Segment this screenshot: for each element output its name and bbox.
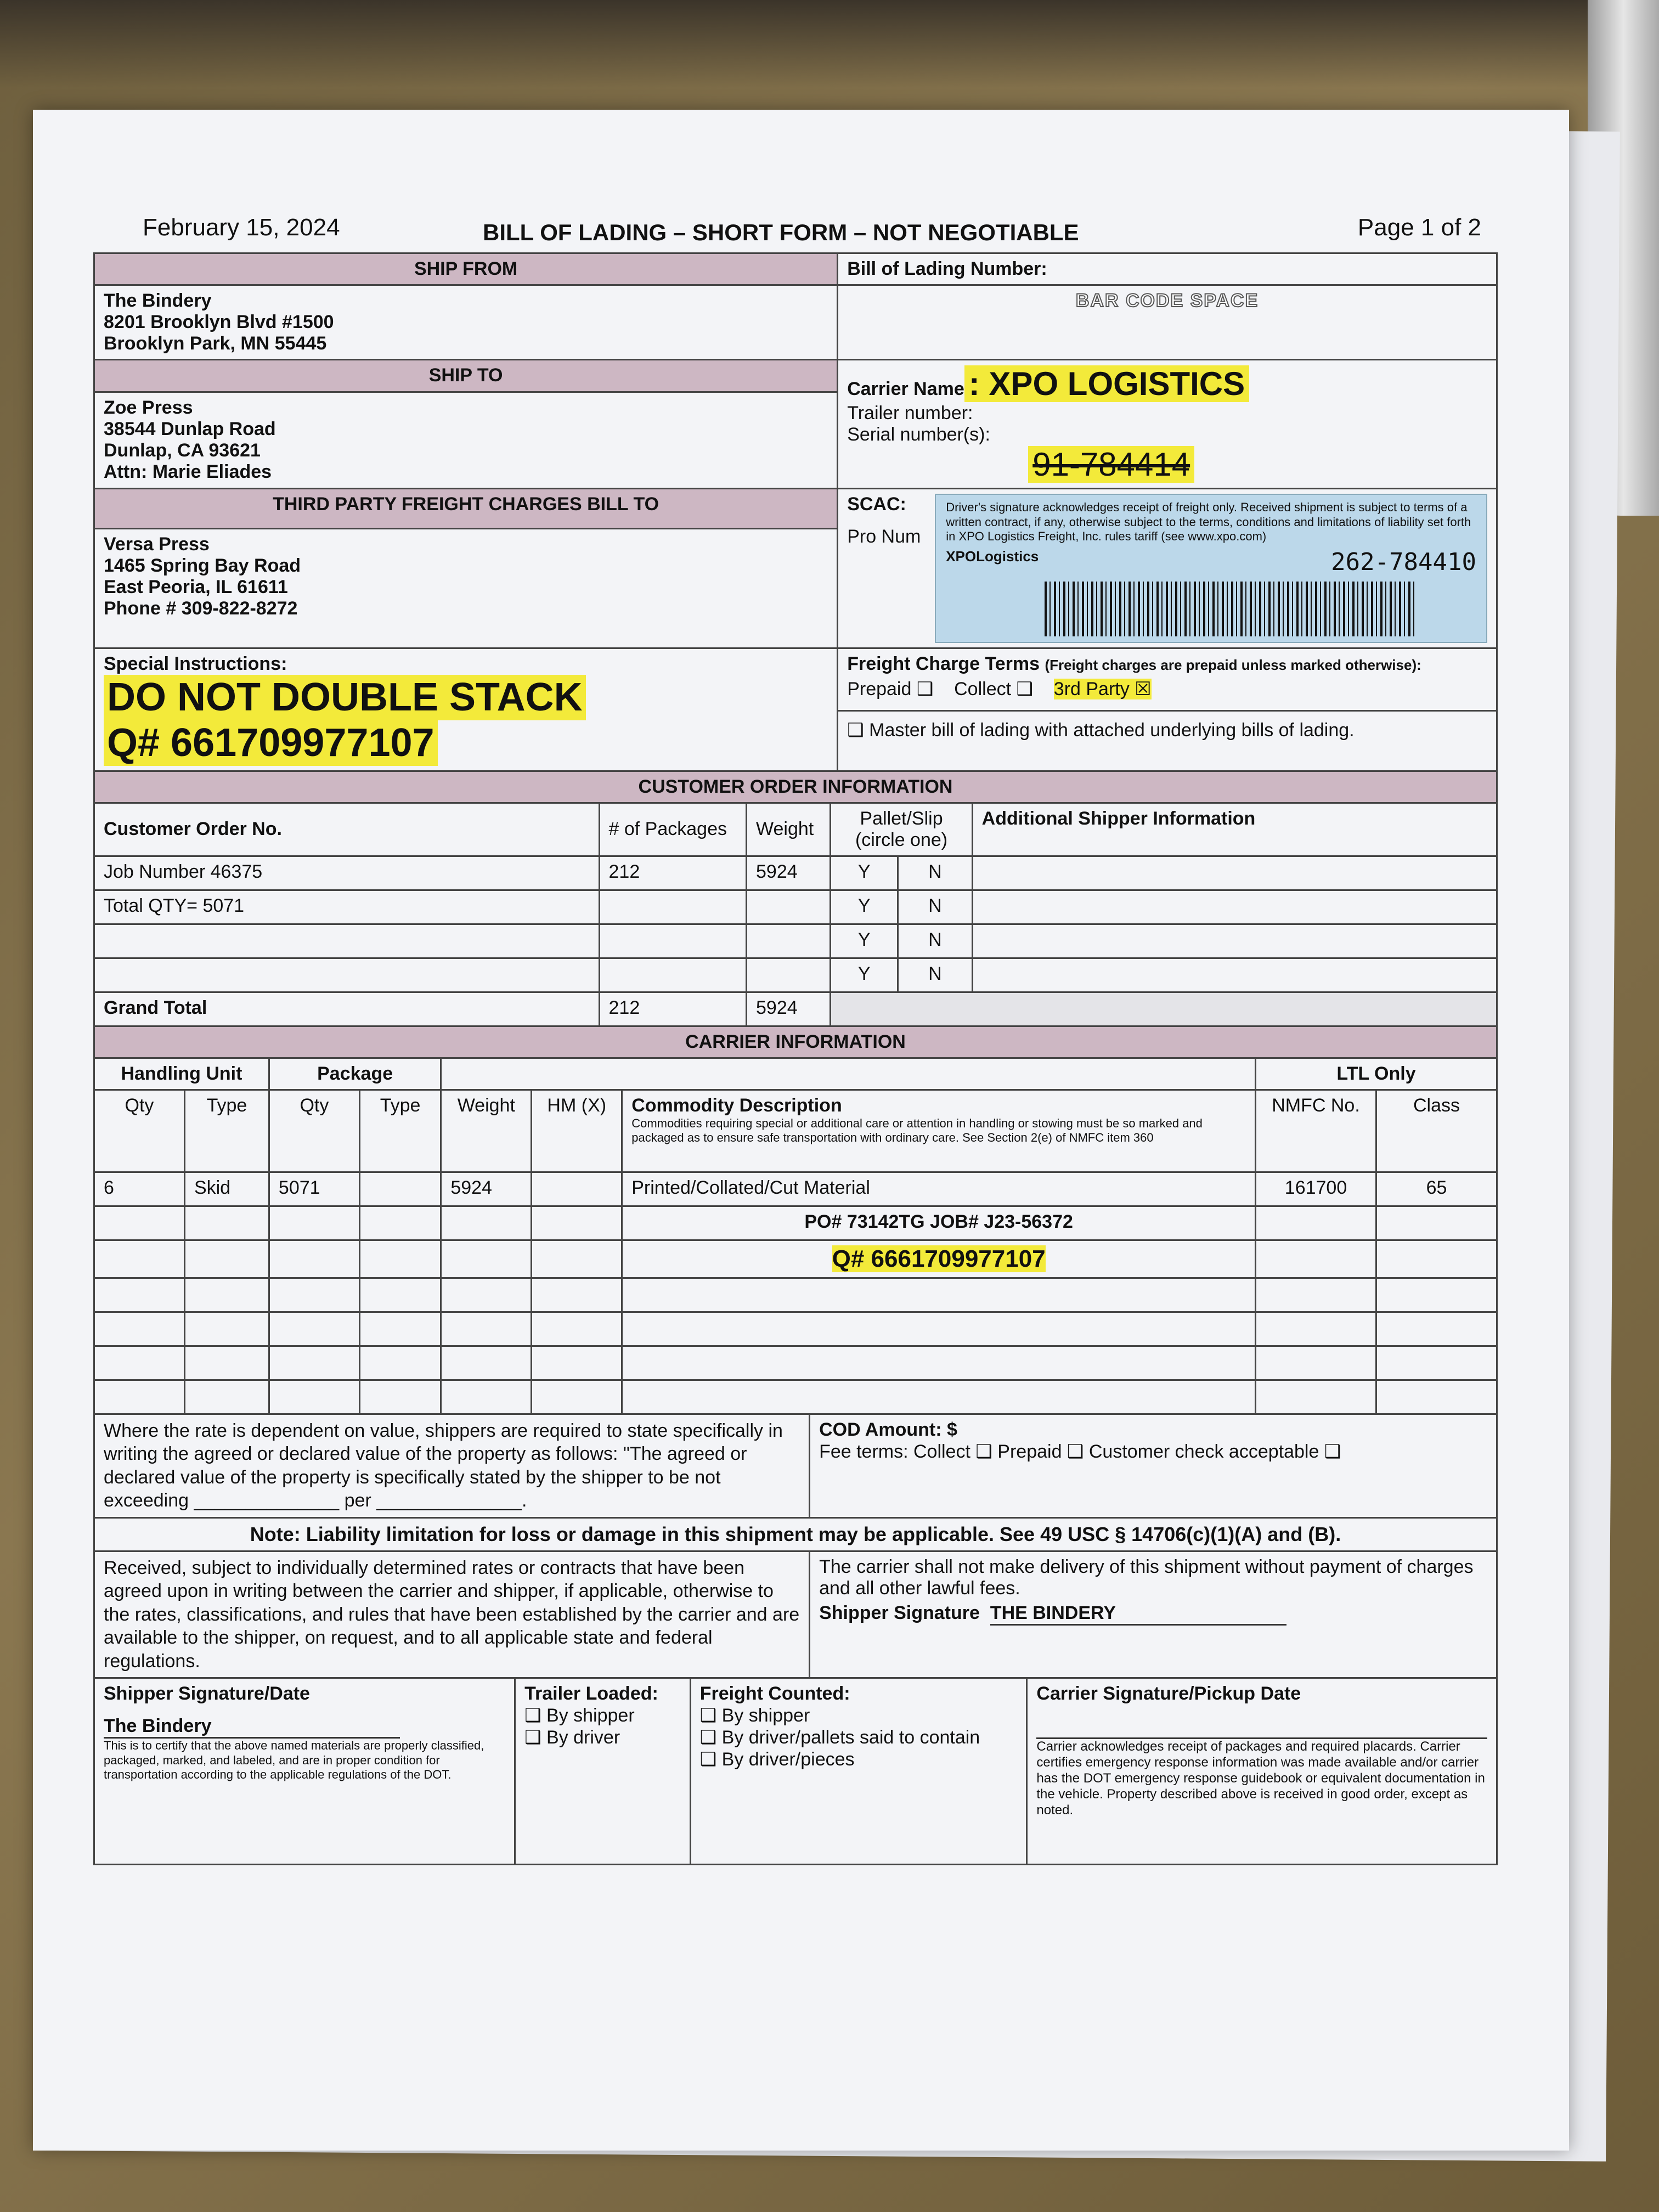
col-nmfc: NMFC No. xyxy=(1256,1090,1376,1172)
carrier-signature-cell xyxy=(1027,1678,1497,1865)
trailer-number-label: Trailer number: xyxy=(847,403,973,424)
special-line-2: Q# 661709977107 xyxy=(104,720,438,766)
packages-cell: 212 xyxy=(599,856,746,890)
bol-number-label: Bill of Lading Number: xyxy=(838,253,1497,285)
freight-terms xyxy=(838,648,1497,771)
weight-cell xyxy=(747,924,831,958)
fc-pieces-checkbox[interactable]: ❑ By driver/pieces xyxy=(699,1749,855,1770)
address-line: 1465 Spring Bay Road xyxy=(104,555,301,576)
received-text: Received, subject to individually determined rates or contracts that have been agreed upon in writing between the carrier and shipper, if applicable, otherwise to the rates, classifications, and rules that have been established by the carrier and are available to the shipper, on request, and to all applicable state and federal regulations. xyxy=(94,1551,810,1678)
freight-counted-cell xyxy=(690,1678,1027,1865)
additional-cell xyxy=(972,856,1497,890)
weight-cell: 5924 xyxy=(441,1172,532,1206)
weight-cell: 5924 xyxy=(747,856,831,890)
pallet-y[interactable]: Y xyxy=(831,856,898,890)
packages-cell xyxy=(599,958,746,992)
sticker-text: Driver's signature acknowledges receipt of freight only. Received shipment is subject to terms of a written contract, if any, otherwise subject to the terms, conditions and limitations of liability set forth in XPO Logistics Freight, Inc. rules tariff (see www.xpo.com) xyxy=(946,500,1471,544)
order-cell: Total QTY= 5071 xyxy=(94,890,600,924)
grand-total-packages: 212 xyxy=(599,992,746,1026)
shipper-date-label: Shipper Signature/Date xyxy=(104,1683,310,1705)
bill-of-lading xyxy=(93,203,1498,1865)
pro-number-value: 262-784410 xyxy=(1331,548,1476,577)
address-line: 8201 Brooklyn Blvd #1500 xyxy=(104,312,334,333)
doc-title: BILL OF LADING – SHORT FORM – NOT NEGOTIABLE xyxy=(483,219,1079,245)
document-header xyxy=(93,203,1498,252)
scac-label: SCAC: xyxy=(847,494,906,515)
photo-top-shadow xyxy=(0,0,1659,88)
shipper-signature-date-cell xyxy=(94,1678,515,1865)
third-party-address xyxy=(94,528,838,648)
xpo-logo: XPOLogistics xyxy=(946,548,1039,565)
commodity-cell: Printed/Collated/Cut Material xyxy=(622,1172,1256,1206)
fc-shipper-checkbox[interactable]: ❑ By shipper xyxy=(699,1705,810,1726)
trailer-loaded-label: Trailer Loaded: xyxy=(524,1683,658,1705)
packages-cell xyxy=(599,890,746,924)
pkg-type-cell xyxy=(359,1172,441,1206)
col-hu-qty: Qty xyxy=(94,1090,185,1172)
serial-number-label: Serial number(s): xyxy=(847,424,990,445)
pallet-y[interactable]: Y xyxy=(831,958,898,992)
address-line: 38544 Dunlap Road xyxy=(104,418,276,439)
address-line: Attn: Marie Eliades xyxy=(104,461,272,482)
carrier-name-value: : XPO LOGISTICS xyxy=(964,365,1249,402)
fee-terms[interactable]: Fee terms: Collect ❑ Prepaid ❑ Customer check acceptable ❑ xyxy=(819,1441,1341,1462)
col-pkg-qty: Qty xyxy=(269,1090,359,1172)
address-line: Versa Press xyxy=(104,533,210,555)
pallet-n[interactable]: N xyxy=(898,924,973,958)
hm-cell xyxy=(532,1172,622,1206)
cod-cell xyxy=(810,1414,1497,1517)
col-weight: Weight xyxy=(441,1090,532,1172)
ltl-only-header: LTL Only xyxy=(1256,1058,1497,1090)
table-row xyxy=(94,924,1497,958)
table-row xyxy=(94,1206,1497,1240)
col-hu-type: Type xyxy=(184,1090,269,1172)
ship-to-band: SHIP TO xyxy=(94,360,838,392)
ship-from-band: SHIP FROM xyxy=(94,253,838,285)
barcode xyxy=(1045,582,1418,636)
serial-number-value: 91-784414 xyxy=(1028,446,1194,483)
freight-terms-label: Freight Charge Terms xyxy=(847,653,1040,675)
declared-value-note: Where the rate is dependent on value, shippers are required to state specifically in writing the agreed or declared value of the property as follows: "The agreed or declared value of the property is specifically stated by the shipper to be not exceeding ______________ per ______________. xyxy=(94,1414,810,1517)
additional-cell xyxy=(972,924,1497,958)
carrier-cell xyxy=(838,360,1497,489)
pallet-y[interactable]: Y xyxy=(831,890,898,924)
nmfc-cell: 161700 xyxy=(1256,1172,1376,1206)
grand-total-weight: 5924 xyxy=(747,992,831,1026)
weight-cell xyxy=(747,958,831,992)
order-cell xyxy=(94,958,600,992)
class-cell: 65 xyxy=(1376,1172,1497,1206)
trailer-loaded-cell xyxy=(515,1678,691,1865)
delivery-text: The carrier shall not make delivery of this shipment without payment of charges and all other lawful fees. xyxy=(819,1556,1474,1599)
address-line: The Bindery xyxy=(104,290,212,311)
top-section xyxy=(93,252,1498,772)
carrier-ack-text: Carrier acknowledges receipt of packages and required placards. Carrier certifies emergency response information was made available and/or carrier has the DOT emergency response guidebook or equivalent documentation in the vehicle. Property described above is received in good order, except as noted. xyxy=(1036,1739,1485,1818)
table-row xyxy=(94,1278,1497,1312)
col-additional-info: Additional Shipper Information xyxy=(972,803,1497,856)
commodity-note: Commodities requiring special or additional care or attention in handling or stowing must be so marked and packaged as to ensure safe transportation with ordinary care. See Section 2(e) of NMFC item 360 xyxy=(631,1116,1203,1145)
handling-unit-header: Handling Unit xyxy=(94,1058,269,1090)
address-line: Phone # 309-822-8272 xyxy=(104,597,298,619)
master-bol-checkbox[interactable]: ❑ Master bill of lading with attached underlying bills of lading. xyxy=(838,710,1496,741)
package-header: Package xyxy=(269,1058,441,1090)
address-line: Brooklyn Park, MN 55445 xyxy=(104,333,327,354)
col-class: Class xyxy=(1376,1090,1497,1172)
barcode-space: BAR CODE SPACE xyxy=(838,285,1497,360)
doc-date: February 15, 2024 xyxy=(143,214,340,241)
signature-table xyxy=(93,1677,1498,1865)
packages-cell xyxy=(599,924,746,958)
table-row xyxy=(94,890,1497,924)
pkg-qty-cell: 5071 xyxy=(269,1172,359,1206)
carrier-info-table xyxy=(93,1025,1498,1415)
table-row xyxy=(94,1240,1497,1278)
pro-number-label: Pro Num xyxy=(847,526,921,548)
blank-header xyxy=(441,1058,1256,1090)
address-line: Dunlap, CA 93621 xyxy=(104,439,261,461)
customer-order-table xyxy=(93,770,1498,1027)
shipper-signature-label: Shipper Signature xyxy=(819,1602,980,1623)
page-number: Page 1 of 2 xyxy=(1357,214,1481,241)
liability-note: Note: Liability limitation for loss or damage in this shipment may be applicable. See 49 USC § 14706(c)(1)(A) and (B). xyxy=(94,1517,1497,1551)
special-line-1: DO NOT DOUBLE STACK xyxy=(104,675,586,720)
grand-total-shaded xyxy=(831,992,1497,1026)
additional-cell xyxy=(972,958,1497,992)
scac-cell xyxy=(838,489,1497,648)
pallet-y[interactable]: Y xyxy=(831,924,898,958)
customer-order-band: CUSTOMER ORDER INFORMATION xyxy=(94,771,1497,803)
order-cell xyxy=(94,924,600,958)
ship-from-address xyxy=(94,285,838,360)
quote-number: Q# 6661709977107 xyxy=(832,1245,1046,1272)
col-pallet-slip: Pallet/Slip (circle one) xyxy=(831,803,972,856)
by-driver-checkbox[interactable]: ❑ By driver xyxy=(524,1727,620,1748)
third-party-checkbox[interactable]: 3rd Party ☒ xyxy=(1053,679,1152,700)
by-shipper-checkbox[interactable]: ❑ By shipper xyxy=(524,1705,635,1726)
prepaid-checkbox[interactable]: Prepaid ❑ xyxy=(847,679,934,700)
order-cell: Job Number 46375 xyxy=(94,856,600,890)
grand-total-row xyxy=(94,992,1497,1026)
collect-checkbox[interactable]: Collect ❑ xyxy=(954,679,1033,700)
delivery-cell xyxy=(810,1551,1497,1678)
shipper-signature-value: THE BINDERY xyxy=(990,1602,1286,1626)
additional-cell xyxy=(972,890,1497,924)
cod-amount-label: COD Amount: $ xyxy=(819,1419,957,1440)
table-row xyxy=(94,1172,1497,1206)
commodity-label: Commodity Description xyxy=(631,1094,842,1116)
special-instructions-label: Special Instructions: xyxy=(104,653,287,675)
value-cod-table xyxy=(93,1413,1498,1679)
hu-type-cell: Skid xyxy=(184,1172,269,1206)
certify-text: This is to certify that the above named materials are properly classified, packaged, marked, and labeled, and are in proper condition for transportation according to the applicable regulations of the DOT. xyxy=(104,1739,484,1782)
freight-terms-note: (Freight charges are prepaid unless marked otherwise): xyxy=(1045,657,1421,674)
freight-counted-label: Freight Counted: xyxy=(699,1683,850,1705)
pallet-n[interactable]: N xyxy=(898,856,973,890)
pallet-n[interactable]: N xyxy=(898,958,973,992)
third-party-band: THIRD PARTY FREIGHT CHARGES BILL TO xyxy=(94,489,838,528)
table-row xyxy=(94,1380,1497,1414)
col-packages: # of Packages xyxy=(599,803,746,856)
xpo-sticker xyxy=(935,494,1487,643)
special-instructions xyxy=(94,648,838,771)
carrier-signature-label: Carrier Signature/Pickup Date xyxy=(1036,1683,1301,1705)
po-job-line: PO# 73142TG JOB# J23-56372 xyxy=(622,1206,1256,1240)
address-line: Zoe Press xyxy=(104,397,193,418)
ship-to-address xyxy=(94,392,838,489)
carrier-name-label: Carrier Name xyxy=(847,379,964,400)
shipper-date-value: The Bindery xyxy=(104,1716,400,1739)
address-line: East Peoria, IL 61611 xyxy=(104,576,288,597)
table-row xyxy=(94,958,1497,992)
col-pkg-type: Type xyxy=(359,1090,441,1172)
col-commodity xyxy=(622,1090,1256,1172)
weight-cell xyxy=(747,890,831,924)
col-customer-order: Customer Order No. xyxy=(94,803,600,856)
fc-pallets-checkbox[interactable]: ❑ By driver/pallets said to contain xyxy=(699,1727,980,1748)
table-row xyxy=(94,856,1497,890)
col-weight: Weight xyxy=(747,803,831,856)
col-hm: HM (X) xyxy=(532,1090,622,1172)
carrier-signature-line xyxy=(1036,1705,1487,1739)
pallet-n[interactable]: N xyxy=(898,890,973,924)
table-row xyxy=(94,1312,1497,1346)
table-row xyxy=(94,1346,1497,1380)
grand-total-label: Grand Total xyxy=(94,992,600,1026)
carrier-info-band: CARRIER INFORMATION xyxy=(94,1026,1497,1058)
hu-qty-cell: 6 xyxy=(94,1172,185,1206)
